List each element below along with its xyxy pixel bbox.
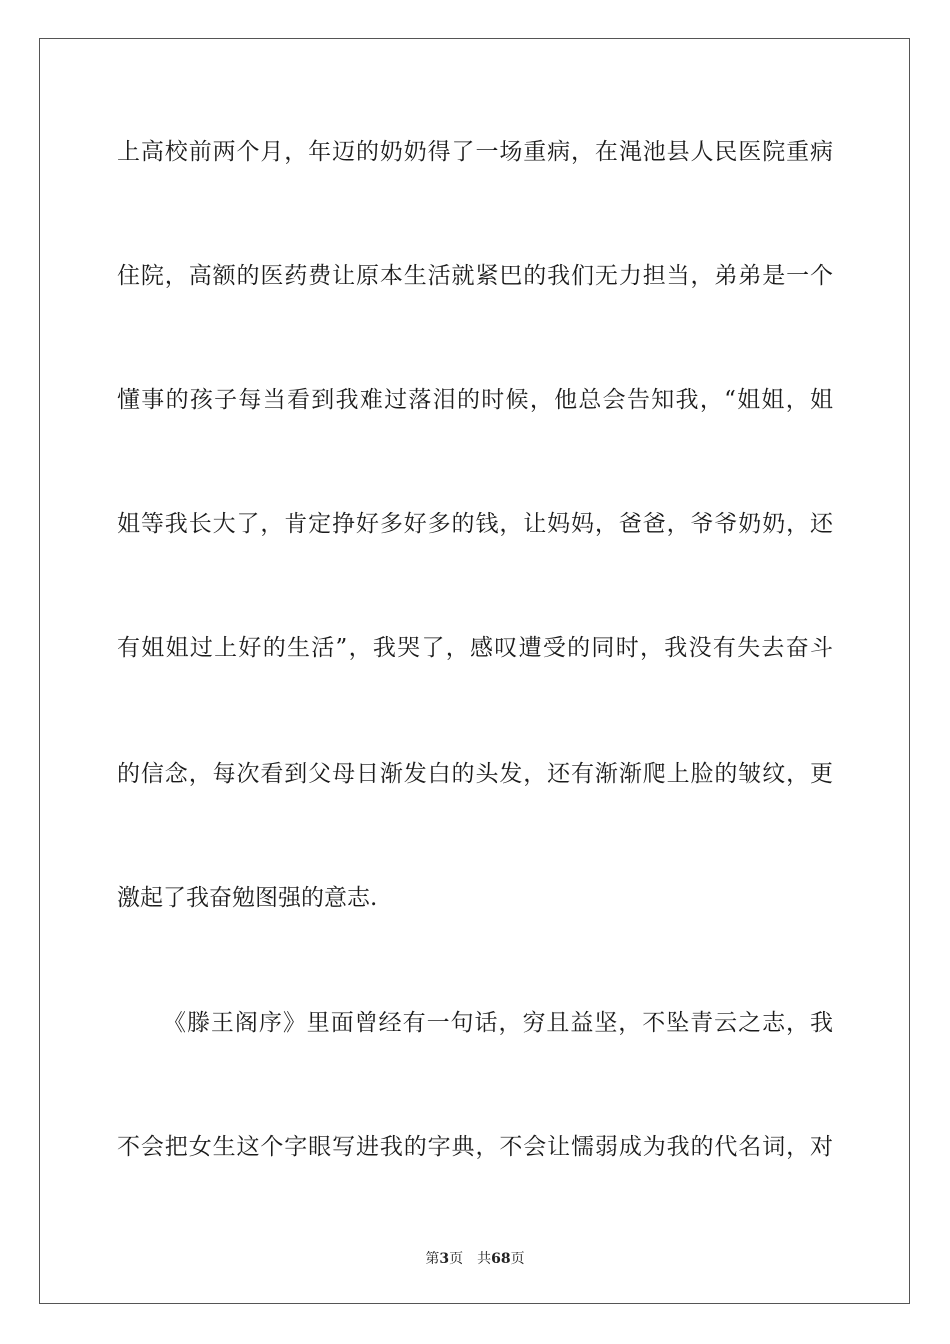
page-number: 3 [439,1251,450,1267]
total-pages: 68 [491,1251,511,1267]
paragraph-line: 住院，高额的医药费让原本生活就紧巴的我们无力担当，弟弟是一个 [117,263,833,289]
page-footer [0,1250,950,1268]
page-prefix: 第 [425,1251,440,1267]
total-suffix: 页 [510,1251,525,1267]
paragraph-line: 上高校前两个月，年迈的奶奶得了一场重病，在渑池县人民医院重病 [117,139,833,165]
page-suffix: 页 [449,1251,464,1267]
paragraph-line: 《滕王阁序》里面曾经有一句话，穷且益坚，不坠青云之志，我 [163,1010,833,1036]
paragraph-line: 的信念，每次看到父母日渐发白的头发，还有渐渐爬上脸的皱纹，更 [117,761,833,787]
paragraph-line: 有姐姐过上好的生活”，我哭了，感叹遭受的同时，我没有失去奋斗 [117,635,833,661]
paragraph-line: 激起了我奋勉图强的意志. [117,885,378,911]
paragraph-line: 姐等我长大了，肯定挣好多好多的钱，让妈妈，爸爸，爷爷奶奶，还 [117,511,833,537]
total-prefix: 共 [477,1251,492,1267]
paragraph-line: 不会把女生这个字眼写进我的字典，不会让懦弱成为我的代名词，对 [117,1134,833,1160]
paragraph-line: 懂事的孩子每当看到我难过落泪的时候，他总会告知我，“姐姐，姐 [117,387,833,413]
